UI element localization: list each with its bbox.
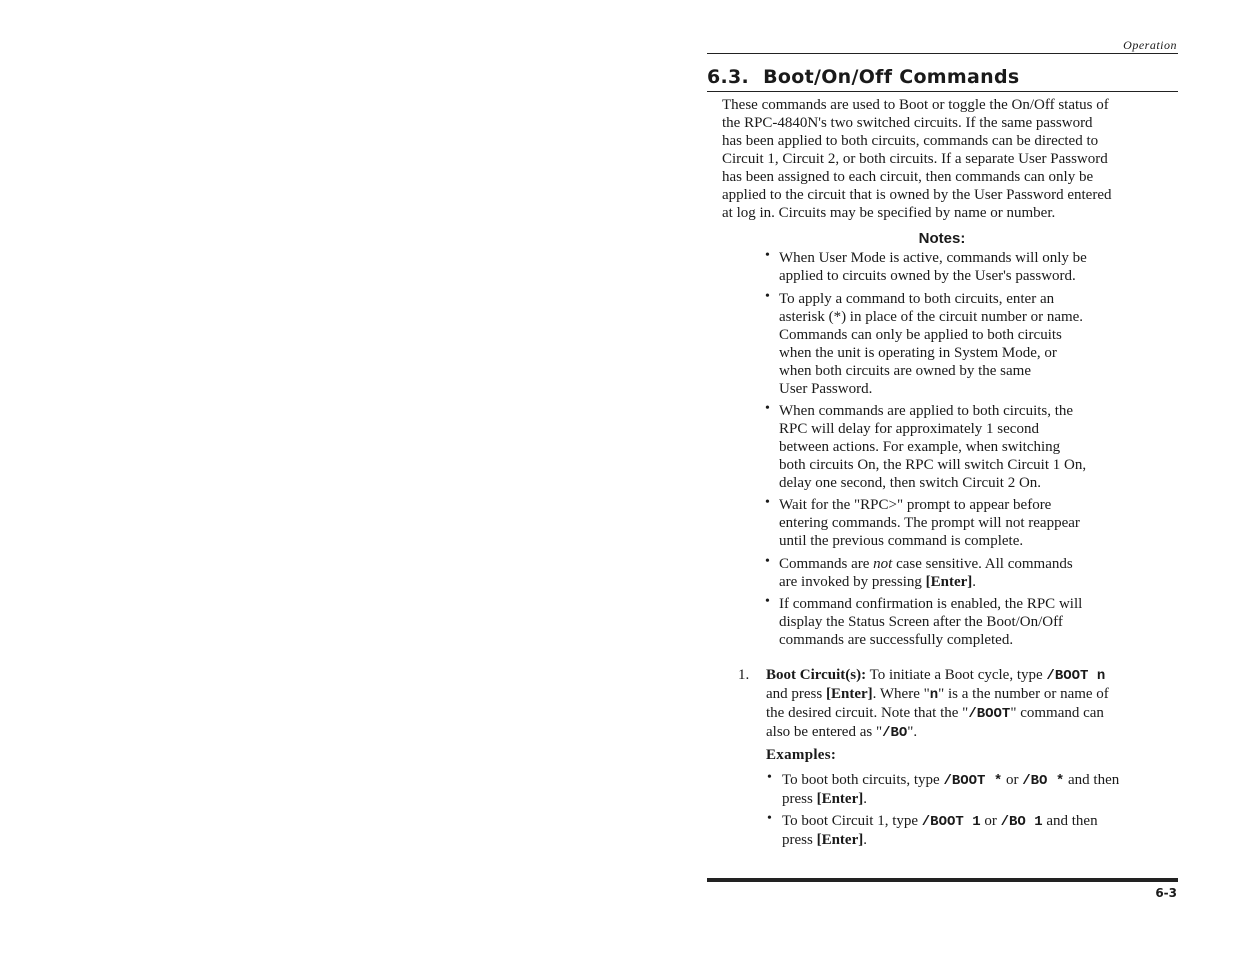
example-text: or	[1002, 772, 1023, 788]
example-text: To boot Circuit 1, type	[782, 813, 922, 829]
command-code: /BOOT	[968, 706, 1011, 722]
note-line: when the unit is operating in System Mode, or	[779, 345, 1057, 361]
note-item	[765, 290, 1145, 398]
note-line: both circuits On, the RPC will switch Circuit 1 On,	[779, 457, 1087, 473]
bullet-icon: •	[767, 770, 772, 785]
example-item	[767, 771, 1187, 808]
intro-line: These commands are used to Boot or toggle the On/Off status of	[722, 97, 1109, 113]
note-line: Wait for the "RPC>" prompt to appear before	[779, 497, 1052, 513]
intro-line: the RPC-4840N's two switched circuits. If the same password	[722, 115, 1093, 131]
command-code: /BOOT n	[1046, 668, 1106, 684]
example-text: .	[863, 791, 867, 807]
note-text: are invoked by pressing	[779, 574, 926, 590]
enter-key-label: [Enter]	[816, 791, 864, 807]
running-header: Operation	[1123, 38, 1177, 52]
enter-key-label: [Enter]	[816, 832, 864, 848]
page-number: 6-3	[1155, 886, 1177, 900]
item-line	[766, 666, 1183, 685]
bullet-icon: •	[767, 811, 772, 826]
intro-line: Circuit 1, Circuit 2, or both circuits. If a separate User Password	[722, 151, 1108, 167]
example-text: .	[863, 832, 867, 848]
note-line: delay one second, then switch Circuit 2 On.	[779, 475, 1042, 491]
note-line: between actions. For example, when switching	[779, 439, 1061, 455]
note-item	[765, 249, 1145, 285]
item-text: the desired circuit. Note that the "	[766, 705, 969, 721]
example-item	[767, 812, 1187, 849]
note-line: asterisk (*) in place of the circuit number or name.	[779, 309, 1084, 325]
note-line: When commands are applied to both circuits, the	[779, 403, 1074, 419]
command-code: /BO	[882, 725, 908, 741]
note-item	[765, 595, 1145, 649]
example-text: To boot both circuits, type	[782, 772, 944, 788]
command-code: /BO *	[1022, 773, 1065, 789]
example-line	[782, 771, 1187, 790]
command-code: n	[929, 687, 939, 703]
intro-line: has been assigned to each circuit, then commands can only be	[722, 169, 1094, 185]
note-line: If command confirmation is enabled, the RPC will	[779, 596, 1083, 612]
item-text: also be entered as "	[766, 724, 883, 740]
bullet-icon: •	[765, 495, 770, 510]
note-item	[765, 555, 1145, 591]
note-text: .	[972, 574, 977, 590]
note-emphasis: not	[873, 556, 893, 572]
section-title	[707, 66, 1019, 88]
enter-key-label: [Enter]	[925, 574, 973, 590]
item-label: Boot Circuit(s):	[766, 667, 867, 683]
intro-paragraph	[722, 96, 1182, 222]
enter-key-label: [Enter]	[826, 686, 873, 702]
item-text: ".	[907, 724, 918, 740]
item-number: 1.	[738, 667, 750, 683]
numbered-item-boot-circuits	[738, 666, 1183, 742]
note-line: applied to circuits owned by the User's password.	[779, 268, 1076, 284]
bullet-icon: •	[765, 594, 770, 609]
note-text: Commands are	[779, 556, 874, 572]
command-code: /BO 1	[1000, 814, 1043, 830]
notes-heading: Notes:	[918, 230, 966, 247]
item-text: and press	[766, 686, 826, 702]
command-code: /BOOT *	[943, 773, 1003, 789]
item-text: . Where "	[872, 686, 930, 702]
bullet-icon: •	[765, 289, 770, 304]
item-line	[766, 704, 1183, 723]
section-title-rule	[707, 91, 1178, 92]
note-line: display the Status Screen after the Boot/On/Off	[779, 614, 1063, 630]
command-code: /BOOT 1	[921, 814, 981, 830]
bullet-icon: •	[765, 554, 770, 569]
intro-line: at log in. Circuits may be specified by name or number.	[722, 205, 1056, 221]
note-line: RPC will delay for approximately 1 second	[779, 421, 1039, 437]
note-line: Commands can only be applied to both circuits	[779, 327, 1062, 343]
note-line	[779, 555, 1145, 573]
note-line: To apply a command to both circuits, enter an	[779, 291, 1055, 307]
example-text: and then	[1064, 772, 1120, 788]
example-text: and then	[1042, 813, 1098, 829]
example-line	[782, 831, 1187, 849]
bullet-icon: •	[765, 401, 770, 416]
example-text: or	[980, 813, 1001, 829]
example-text: press	[782, 832, 817, 848]
example-line	[782, 790, 1187, 808]
section-title-text: Boot/On/Off Commands	[763, 66, 1020, 88]
examples-heading: Examples:	[766, 747, 837, 763]
item-text: " command can	[1010, 705, 1104, 721]
note-item	[765, 496, 1145, 550]
note-line: entering commands. The prompt will not reappear	[779, 515, 1080, 531]
example-line	[782, 812, 1187, 831]
note-line: until the previous command is complete.	[779, 533, 1024, 549]
note-line: when both circuits are owned by the same	[779, 363, 1032, 379]
note-text: case sensitive. All commands	[892, 556, 1073, 572]
note-item	[765, 402, 1145, 492]
intro-line: has been applied to both circuits, commands can be directed to	[722, 133, 1099, 149]
section-number: 6.3.	[707, 66, 750, 88]
note-line: When User Mode is active, commands will only be	[779, 250, 1087, 266]
item-text: " is a the number or name of	[938, 686, 1109, 702]
bullet-icon: •	[765, 248, 770, 263]
note-line: User Password.	[779, 381, 873, 397]
header-rule	[707, 53, 1178, 54]
item-line	[766, 723, 1183, 742]
item-text: To initiate a Boot cycle, type	[866, 667, 1047, 683]
intro-line: applied to the circuit that is owned by the User Password entered	[722, 187, 1112, 203]
note-line	[779, 573, 1145, 591]
item-line	[766, 685, 1183, 704]
example-text: press	[782, 791, 817, 807]
note-line: commands are successfully completed.	[779, 632, 1014, 648]
footer-rule	[707, 878, 1178, 882]
